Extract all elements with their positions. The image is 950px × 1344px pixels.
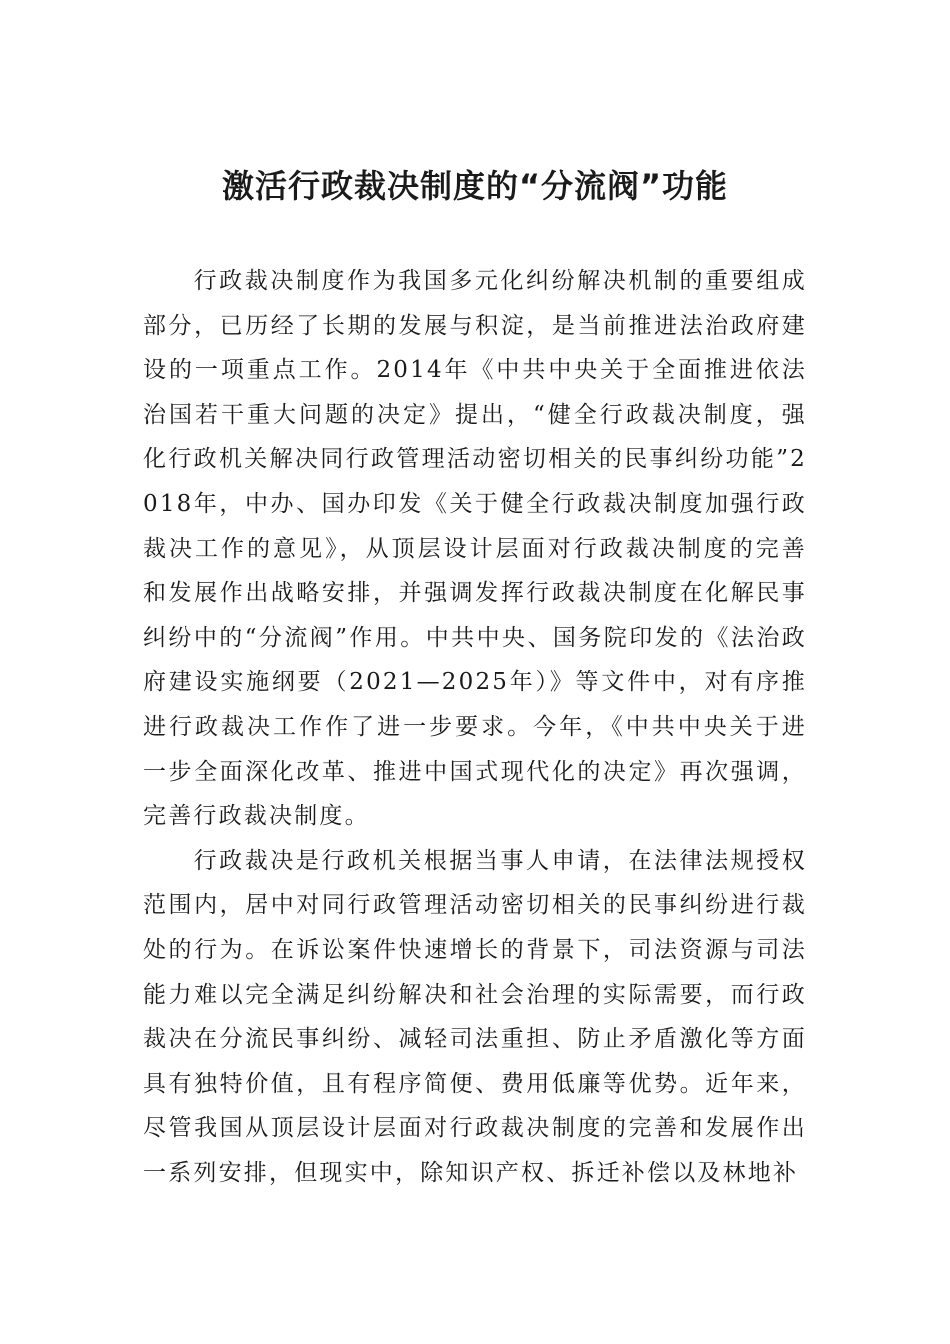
document-title: 激活行政裁决制度的“分流阀”功能 — [221, 167, 729, 205]
document-body — [143, 259, 807, 1195]
paragraph: 行政裁决制度作为我国多元化纠纷解决机制的重要组成部分，已历经了长期的发展与积淀，是当前推进法治政府建设的一项重点工作。2014年《中共中央关于全面推进依法治国若干重大问题的决定》提出，“健全行政裁决制度，强化行政机关解决同行政管理活动密切相关的民事纠纷功能”2018年，中办、国办印发《关于健全行政裁决制度加强行政裁决工作的意见》，从顶层设计层面对行政裁决制度的完善和发展作出战略安排，并强调发挥行政裁决制度在化解民事纠纷中的“分流阀”作用。中共中央、国务院印发的《法治政府建设实施纲要（2021—2025年）》等文件中，对有序推进行政裁决工作作了进一步要求。今年，《中共中央关于进一步全面深化改革、推进中国式现代化的决定》再次强调，完善行政裁决制度。 — [143, 268, 807, 830]
paragraph: 行政裁决是行政机关根据当事人申请，在法律法规授权范围内，居中对同行政管理活动密切相关的民事纠纷进行裁处的行为。在诉讼案件快速增长的背景下，司法资源与司法能力难以完全满足纠纷解决和社会治理的实际需要，而行政裁决在分流民事纠纷、减轻司法重担、防止矛盾激化等方面具有独特价值，且有程序简便、费用低廉等优势。近年来，尽管我国从顶层设计层面对行政裁决制度的完善和发展作出一系列安排，但现实中，除知识产权、拆迁补偿以及林地补 — [143, 847, 807, 1186]
